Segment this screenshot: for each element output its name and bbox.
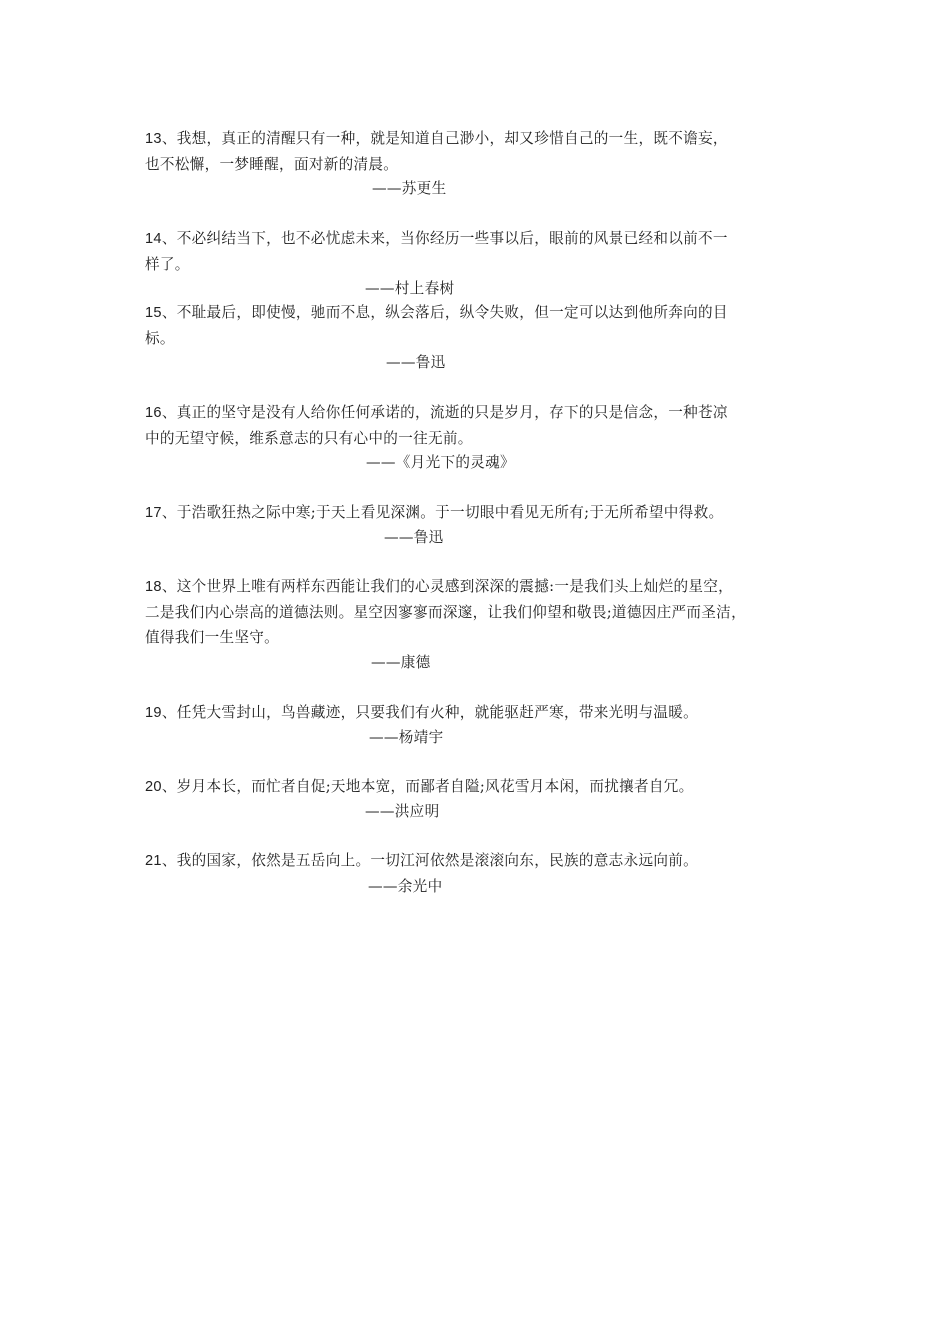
quote-separator: 、 <box>161 230 177 247</box>
quote-attribution: ——余光中 <box>368 878 443 895</box>
quote-14 <box>145 226 825 277</box>
quote-separator: 、 <box>161 404 177 421</box>
quote-number: 18 <box>145 579 162 595</box>
quote-18 <box>145 574 825 650</box>
quote-separator: 、 <box>161 304 177 321</box>
quote-21 <box>145 848 825 874</box>
quote-separator: 、 <box>161 852 177 869</box>
quote-text: 真正的坚守是没有人给你任何承诺的，流逝的只是岁月，存下的只是信念，一种苍凉 中的无望守候，维系意志的只有心中的一往无前。 <box>145 404 728 447</box>
quote-number: 17 <box>145 505 162 521</box>
quote-number: 15 <box>145 305 162 321</box>
quote-attribution: ——村上春树 <box>365 280 455 297</box>
quote-16 <box>145 400 825 451</box>
quote-17 <box>145 500 825 526</box>
quote-number: 16 <box>145 405 162 421</box>
quote-number: 20 <box>145 779 162 795</box>
quote-19 <box>145 700 825 726</box>
quote-text: 我的国家，依然是五岳向上。一切江河依然是滚滚向东，民族的意志永远向前。 <box>176 852 699 869</box>
quote-15 <box>145 300 825 351</box>
quote-separator: 、 <box>161 578 177 595</box>
quote-20 <box>145 774 825 800</box>
quote-attribution: ——康德 <box>371 654 431 671</box>
quote-text: 岁月本长，而忙者自促;天地本宽，而鄙者自隘;风花雪月本闲，而扰攘者自冗。 <box>176 778 694 795</box>
quote-number: 21 <box>145 853 162 869</box>
quote-number: 19 <box>145 705 162 721</box>
quote-text: 于浩歌狂热之际中寒;于天上看见深渊。于一切眼中看见无所有;于无所希望中得救。 <box>176 504 724 521</box>
quote-13 <box>145 126 825 177</box>
quote-number: 14 <box>145 231 162 247</box>
quote-attribution: ——鲁迅 <box>386 354 446 371</box>
quote-attribution: ——鲁迅 <box>384 529 444 546</box>
quote-attribution: ——《月光下的灵魂》 <box>366 454 515 471</box>
quote-attribution: ——苏更生 <box>372 180 447 197</box>
quote-separator: 、 <box>161 504 177 521</box>
quote-text: 任凭大雪封山，鸟兽藏迹，只要我们有火种，就能驱赶严寒，带来光明与温暖。 <box>176 704 699 721</box>
quote-separator: 、 <box>161 778 177 795</box>
quote-text: 我想，真正的清醒只有一种，就是知道自己渺小，却又珍惜自己的一生，既不谵妄， 也不松懈，一梦睡醒，面对新的清晨。 <box>145 130 728 173</box>
quote-text: 这个世界上唯有两样东西能让我们的心灵感到深深的震撼:一是我们头上灿烂的星空， 二是我们内心崇高的道德法则。星空因寥寥而深邃，让我们仰望和敬畏;道德因庄严而圣洁， 值得我们一生坚守。 <box>145 578 746 646</box>
quote-number: 13 <box>145 131 162 147</box>
quote-separator: 、 <box>161 704 177 721</box>
quote-attribution: ——杨靖宇 <box>369 729 444 746</box>
quote-attribution: ——洪应明 <box>365 803 440 820</box>
quote-text: 不必纠结当下，也不必忧虑未来，当你经历一些事以后，眼前的风景已经和以前不一 样了。 <box>145 230 728 273</box>
quote-separator: 、 <box>161 130 177 147</box>
quote-text: 不耻最后，即使慢，驰而不息，纵会落后，纵令失败，但一定可以达到他所奔向的目 标。 <box>145 304 728 347</box>
